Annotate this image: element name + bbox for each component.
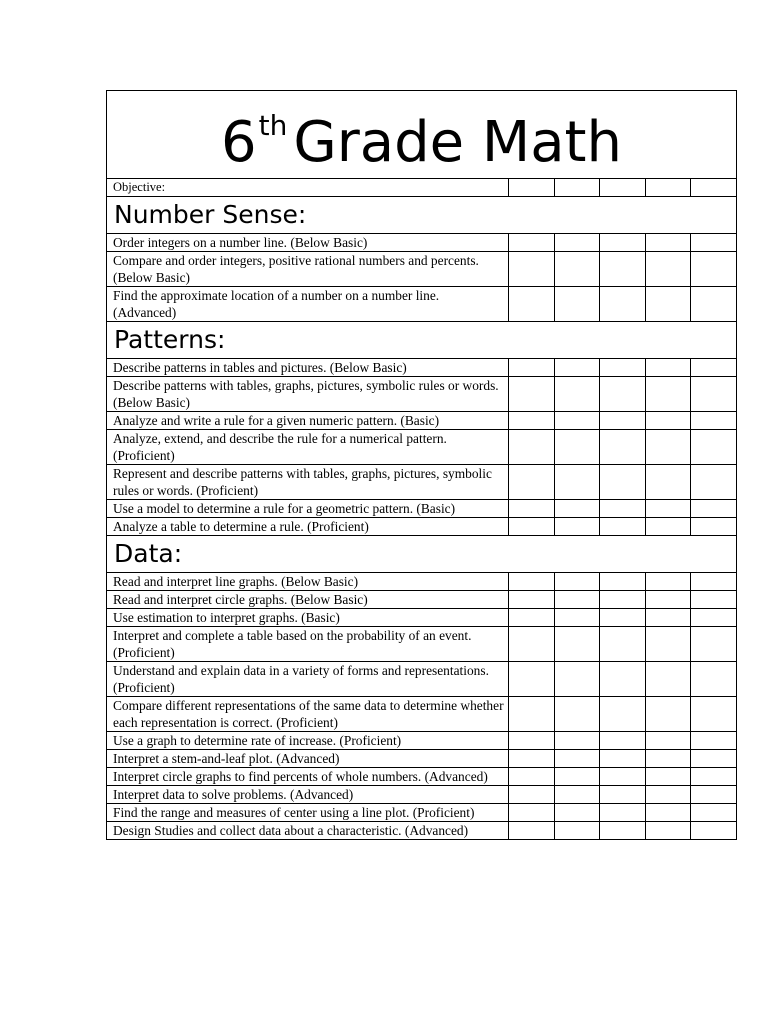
objective-text: Read and interpret line graphs. (Below Basic) (107, 573, 509, 591)
check-cell[interactable] (645, 573, 691, 591)
section-heading-row (107, 536, 737, 573)
check-cell[interactable] (554, 591, 600, 609)
objective-text: Analyze a table to determine a rule. (Proficient) (107, 518, 509, 536)
check-cell[interactable] (554, 573, 600, 591)
objective-header-label: Objective: (107, 179, 509, 197)
check-cell[interactable] (509, 412, 555, 430)
check-cell[interactable] (600, 768, 646, 786)
check-cell[interactable] (645, 750, 691, 768)
objective-text: Interpret data to solve problems. (Advanced) (107, 786, 509, 804)
objective-text: Find the range and measures of center using a line plot. (Proficient) (107, 804, 509, 822)
objective-row (107, 573, 737, 591)
objective-row (107, 732, 737, 750)
check-cell[interactable] (509, 377, 555, 412)
check-cell[interactable] (600, 287, 646, 322)
check-cell[interactable] (645, 500, 691, 518)
check-cell[interactable] (554, 822, 600, 840)
check-cell[interactable] (645, 465, 691, 500)
check-cell[interactable] (645, 412, 691, 430)
check-cell[interactable] (509, 252, 555, 287)
objective-row (107, 804, 737, 822)
check-cell[interactable] (554, 500, 600, 518)
section-heading: Data: (107, 536, 737, 573)
check-cell[interactable] (691, 252, 737, 287)
check-cell[interactable] (691, 627, 737, 662)
objective-row (107, 768, 737, 786)
title-text: Grade Math (293, 110, 622, 175)
check-cell[interactable] (600, 518, 646, 536)
title-row (107, 91, 737, 179)
check-cell[interactable] (691, 412, 737, 430)
check-cell[interactable] (691, 465, 737, 500)
check-cell[interactable] (554, 768, 600, 786)
check-cell[interactable] (600, 662, 646, 697)
check-cell[interactable] (509, 573, 555, 591)
check-cell[interactable] (691, 804, 737, 822)
check-cell[interactable] (554, 430, 600, 465)
check-cell[interactable] (554, 732, 600, 750)
check-cell[interactable] (600, 377, 646, 412)
check-cell[interactable] (691, 591, 737, 609)
objective-text: Use a graph to determine rate of increase. (Proficient) (107, 732, 509, 750)
objective-text: Analyze, extend, and describe the rule for a numerical pattern. (Proficient) (107, 430, 509, 465)
check-cell[interactable] (645, 732, 691, 750)
check-cell[interactable] (554, 359, 600, 377)
check-cell[interactable] (509, 287, 555, 322)
objective-row (107, 412, 737, 430)
check-cell[interactable] (600, 465, 646, 500)
check-cell[interactable] (691, 822, 737, 840)
check-cell[interactable] (554, 252, 600, 287)
check-cell[interactable] (600, 732, 646, 750)
check-cell[interactable] (645, 822, 691, 840)
check-cell[interactable] (691, 234, 737, 252)
check-cell[interactable] (554, 465, 600, 500)
check-cell[interactable] (691, 179, 737, 197)
check-cell[interactable] (600, 822, 646, 840)
objective-row (107, 287, 737, 322)
objective-text: Represent and describe patterns with tables, graphs, pictures, symbolic rules or words. (Proficient) (107, 465, 509, 500)
check-cell[interactable] (645, 359, 691, 377)
section-heading-row (107, 322, 737, 359)
check-cell[interactable] (691, 697, 737, 732)
check-cell[interactable] (509, 609, 555, 627)
check-cell[interactable] (600, 412, 646, 430)
check-cell[interactable] (554, 609, 600, 627)
check-cell[interactable] (691, 500, 737, 518)
check-cell[interactable] (691, 518, 737, 536)
check-cell[interactable] (645, 234, 691, 252)
check-cell[interactable] (645, 786, 691, 804)
check-cell[interactable] (509, 662, 555, 697)
check-cell[interactable] (554, 234, 600, 252)
check-cell[interactable] (554, 412, 600, 430)
objective-header-row (107, 179, 737, 197)
objective-text: Interpret and complete a table based on the probability of an event. (Proficient) (107, 627, 509, 662)
check-cell[interactable] (509, 518, 555, 536)
objective-text: Describe patterns with tables, graphs, pictures, symbolic rules or words. (Below Basic) (107, 377, 509, 412)
check-cell[interactable] (691, 609, 737, 627)
objective-text: Find the approximate location of a number on a number line. (Advanced) (107, 287, 509, 322)
objective-text: Describe patterns in tables and pictures. (Below Basic) (107, 359, 509, 377)
check-cell[interactable] (645, 627, 691, 662)
check-cell[interactable] (509, 465, 555, 500)
objective-text: Compare different representations of the same data to determine whether each representation is correct. (Proficient) (107, 697, 509, 732)
objective-row (107, 234, 737, 252)
check-cell[interactable] (600, 234, 646, 252)
objective-row (107, 609, 737, 627)
check-cell[interactable] (600, 609, 646, 627)
check-cell[interactable] (509, 768, 555, 786)
check-cell[interactable] (691, 768, 737, 786)
check-cell[interactable] (554, 697, 600, 732)
math-objectives-table (106, 90, 737, 840)
check-cell[interactable] (691, 430, 737, 465)
objective-row (107, 518, 737, 536)
objective-row (107, 822, 737, 840)
check-cell[interactable] (509, 430, 555, 465)
check-cell[interactable] (600, 627, 646, 662)
check-cell[interactable] (600, 591, 646, 609)
check-cell[interactable] (554, 786, 600, 804)
objective-row (107, 377, 737, 412)
check-cell[interactable] (554, 179, 600, 197)
check-cell[interactable] (509, 786, 555, 804)
check-cell[interactable] (645, 377, 691, 412)
check-cell[interactable] (645, 518, 691, 536)
check-cell[interactable] (554, 804, 600, 822)
check-cell[interactable] (600, 750, 646, 768)
check-cell[interactable] (509, 500, 555, 518)
check-cell[interactable] (509, 804, 555, 822)
check-cell[interactable] (509, 591, 555, 609)
check-cell[interactable] (554, 662, 600, 697)
section-heading: Patterns: (107, 322, 737, 359)
check-cell[interactable] (600, 786, 646, 804)
objective-row (107, 697, 737, 732)
check-cell[interactable] (509, 750, 555, 768)
objective-row (107, 662, 737, 697)
objective-row (107, 500, 737, 518)
check-cell[interactable] (645, 697, 691, 732)
check-cell[interactable] (509, 234, 555, 252)
check-cell[interactable] (600, 179, 646, 197)
objective-row (107, 359, 737, 377)
objective-row (107, 252, 737, 287)
check-cell[interactable] (645, 804, 691, 822)
check-cell[interactable] (645, 768, 691, 786)
objective-text: Interpret circle graphs to find percents of whole numbers. (Advanced) (107, 768, 509, 786)
objective-row (107, 786, 737, 804)
check-cell[interactable] (691, 786, 737, 804)
check-cell[interactable] (600, 804, 646, 822)
check-cell[interactable] (554, 518, 600, 536)
check-cell[interactable] (645, 430, 691, 465)
check-cell[interactable] (554, 627, 600, 662)
objective-text: Use estimation to interpret graphs. (Basic) (107, 609, 509, 627)
check-cell[interactable] (509, 697, 555, 732)
objective-text: Use a model to determine a rule for a geometric pattern. (Basic) (107, 500, 509, 518)
check-cell[interactable] (509, 359, 555, 377)
check-cell[interactable] (554, 377, 600, 412)
objective-text: Analyze and write a rule for a given numeric pattern. (Basic) (107, 412, 509, 430)
check-cell[interactable] (600, 500, 646, 518)
check-cell[interactable] (691, 573, 737, 591)
objective-text: Read and interpret circle graphs. (Below Basic) (107, 591, 509, 609)
objective-text: Interpret a stem-and-leaf plot. (Advanced) (107, 750, 509, 768)
check-cell[interactable] (691, 287, 737, 322)
check-cell[interactable] (691, 750, 737, 768)
objective-row (107, 430, 737, 465)
check-cell[interactable] (691, 377, 737, 412)
check-cell[interactable] (645, 662, 691, 697)
objective-text: Compare and order integers, positive rational numbers and percents. (Below Basic) (107, 252, 509, 287)
objective-text: Understand and explain data in a variety of forms and representations. (Proficient) (107, 662, 509, 697)
check-cell[interactable] (509, 822, 555, 840)
objective-row (107, 627, 737, 662)
page-title (107, 91, 737, 179)
check-cell[interactable] (645, 252, 691, 287)
title-number: 6 (220, 110, 257, 175)
title-ordinal-suffix: th (258, 109, 288, 142)
check-cell[interactable] (600, 252, 646, 287)
objective-row (107, 591, 737, 609)
section-heading: Number Sense: (107, 197, 737, 234)
check-cell[interactable] (691, 732, 737, 750)
objective-text: Design Studies and collect data about a characteristic. (Advanced) (107, 822, 509, 840)
section-heading-row (107, 197, 737, 234)
check-cell[interactable] (645, 591, 691, 609)
check-cell[interactable] (554, 287, 600, 322)
objective-row (107, 465, 737, 500)
check-cell[interactable] (600, 430, 646, 465)
check-cell[interactable] (600, 697, 646, 732)
objective-text: Order integers on a number line. (Below Basic) (107, 234, 509, 252)
check-cell[interactable] (600, 359, 646, 377)
check-cell[interactable] (509, 179, 555, 197)
check-cell[interactable] (509, 627, 555, 662)
check-cell[interactable] (645, 287, 691, 322)
check-cell[interactable] (554, 750, 600, 768)
objective-row (107, 750, 737, 768)
check-cell[interactable] (600, 573, 646, 591)
check-cell[interactable] (645, 609, 691, 627)
check-cell[interactable] (691, 662, 737, 697)
check-cell[interactable] (691, 359, 737, 377)
check-cell[interactable] (509, 732, 555, 750)
check-cell[interactable] (645, 179, 691, 197)
